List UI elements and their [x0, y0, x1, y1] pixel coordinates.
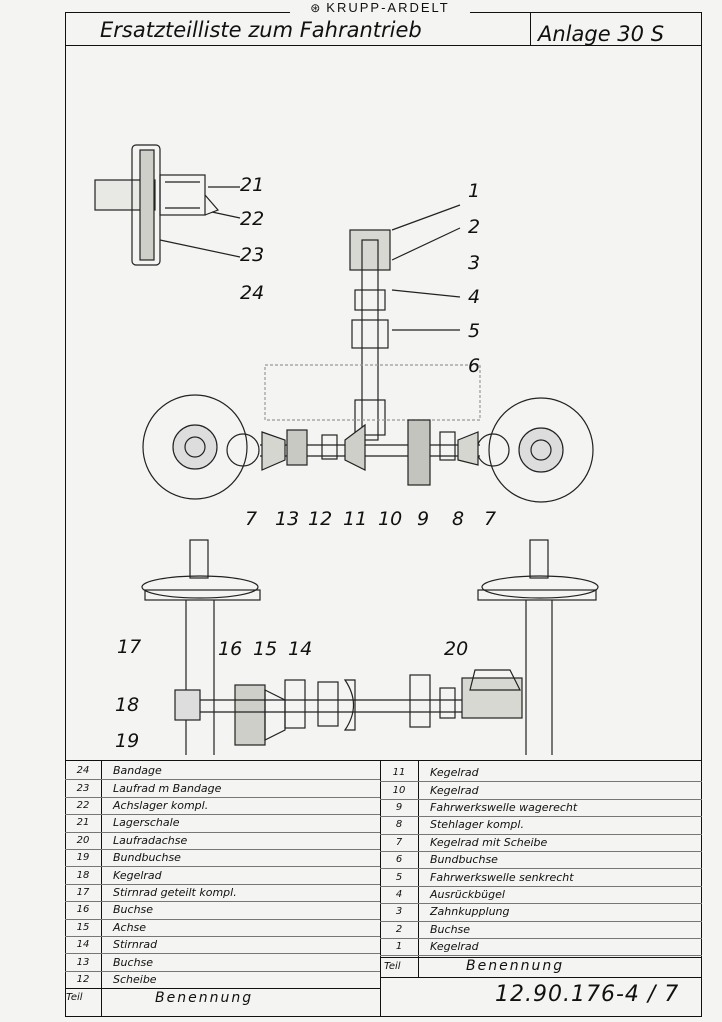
vertical-drive-shaft	[265, 205, 480, 440]
part-number: 21	[76, 817, 90, 829]
part-row	[65, 901, 380, 918]
part-number: 22	[76, 799, 90, 811]
part-name: Achslager kompl.	[113, 798, 209, 812]
krupp-rings-icon: ⊛	[310, 1, 323, 15]
axle-bearing-detail	[95, 145, 240, 265]
callout-19: 19	[115, 730, 140, 752]
part-row	[65, 936, 380, 953]
callout-6: 6	[468, 355, 481, 377]
callout-12: 12	[308, 508, 333, 530]
part-name: Fahrwerkswelle senkrecht	[430, 870, 574, 884]
part-row	[380, 868, 702, 885]
part-number: 5	[395, 871, 403, 883]
part-name: Buchse	[113, 903, 154, 917]
part-name: Bundbuchse	[113, 851, 181, 865]
part-number: 7	[395, 836, 403, 848]
callout-5: 5	[468, 320, 481, 342]
part-name: Ausrückbügel	[430, 887, 505, 901]
part-number: 12	[76, 973, 90, 985]
part-name: Stirnrad geteilt kompl.	[113, 885, 237, 899]
part-name: Scheibe	[113, 972, 157, 986]
part-number: 16	[76, 904, 90, 916]
part-number: 18	[76, 869, 90, 881]
part-name: Buchse	[113, 955, 154, 969]
callout-23: 23	[240, 244, 265, 266]
part-number: 14	[76, 939, 90, 951]
left-teil-label: Teil	[66, 992, 83, 1003]
part-number: 8	[395, 819, 403, 831]
part-name: Achse	[113, 920, 147, 934]
callout-18: 18	[115, 694, 140, 716]
part-number: 3	[395, 906, 403, 918]
part-name: Kegelrad	[430, 940, 479, 954]
callout-24: 24	[240, 282, 265, 304]
callout-4: 4	[468, 286, 481, 308]
part-row	[380, 799, 702, 816]
callout-10: 10	[378, 508, 403, 530]
part-row	[65, 814, 380, 831]
left-benennung-label: Benennung	[155, 990, 254, 1006]
part-row	[380, 938, 702, 955]
callout-2: 2	[468, 216, 481, 238]
callout-15: 15	[253, 638, 278, 660]
part-number: 13	[76, 956, 90, 968]
drawing-number: 12.90.176-4 / 7	[495, 982, 680, 1007]
left-footer-line	[65, 988, 380, 989]
part-name: Kegelrad	[430, 783, 479, 797]
part-row	[380, 781, 702, 798]
part-row	[380, 851, 702, 868]
part-name: Buchse	[430, 922, 471, 936]
part-row	[380, 834, 702, 851]
callout-22: 22	[240, 208, 265, 230]
part-row	[380, 886, 702, 903]
part-name: Kegelrad	[430, 766, 479, 780]
part-number: 10	[392, 784, 406, 796]
callout-7b: 7	[484, 508, 497, 530]
part-number: 2	[395, 923, 403, 935]
callout-20: 20	[444, 638, 469, 660]
part-number: 24	[76, 765, 90, 777]
part-number: 20	[76, 834, 90, 846]
part-row	[380, 921, 702, 938]
callout-21: 21	[240, 174, 265, 196]
horizontal-axle-assembly	[143, 395, 593, 502]
callout-17: 17	[117, 636, 142, 658]
part-name: Bandage	[113, 764, 162, 778]
attachment-label: Anlage 30 S	[538, 22, 665, 46]
part-row	[65, 797, 380, 814]
right-benennung-label: Benennung	[466, 958, 565, 974]
right-teil-label: Teil	[384, 961, 401, 972]
drawing-number-box-line	[380, 977, 702, 978]
page-title: Ersatzteilliste zum Fahrantrieb	[100, 18, 422, 42]
part-number: 6	[395, 854, 403, 866]
part-number: 15	[76, 921, 90, 933]
part-number: 19	[76, 852, 90, 864]
part-number: 23	[76, 782, 90, 794]
callout-14: 14	[288, 638, 313, 660]
part-row	[65, 953, 380, 970]
part-name: Bundbuchse	[430, 853, 498, 867]
part-row	[65, 779, 380, 796]
callout-9: 9	[417, 508, 430, 530]
part-row	[65, 884, 380, 901]
part-row	[65, 762, 380, 779]
callout-8: 8	[452, 508, 465, 530]
part-number: 11	[392, 767, 406, 779]
part-number: 4	[395, 888, 403, 900]
part-name: Laufradachse	[113, 833, 188, 847]
part-name: Kegelrad	[113, 868, 162, 882]
callout-1: 1	[468, 180, 481, 202]
brand-name: KRUPP-ARDELT	[326, 0, 450, 15]
part-number: 9	[395, 801, 403, 813]
part-name: Lagerschale	[113, 816, 180, 830]
part-name: Fahrwerkswelle wagerecht	[430, 800, 578, 814]
part-row	[65, 849, 380, 866]
part-row	[65, 919, 380, 936]
part-row	[380, 903, 702, 920]
callout-7a: 7	[245, 508, 258, 530]
part-row	[65, 832, 380, 849]
part-row	[65, 866, 380, 883]
part-name: Stehlager kompl.	[430, 818, 524, 832]
part-number: 1	[395, 941, 403, 953]
callout-13: 13	[275, 508, 300, 530]
callout-16: 16	[218, 638, 243, 660]
callout-11: 11	[343, 508, 368, 530]
part-row	[380, 816, 702, 833]
part-name: Kegelrad mit Scheibe	[430, 835, 548, 849]
part-row	[65, 971, 380, 988]
part-row	[380, 764, 702, 781]
lower-plan-view	[142, 540, 598, 755]
parts-table-top-border	[65, 760, 702, 761]
callout-3: 3	[468, 252, 481, 274]
part-name: Stirnrad	[113, 938, 158, 952]
part-name: Zahnkupplung	[430, 905, 510, 919]
part-name: Laufrad m Bandage	[113, 781, 222, 795]
part-number: 17	[76, 886, 90, 898]
